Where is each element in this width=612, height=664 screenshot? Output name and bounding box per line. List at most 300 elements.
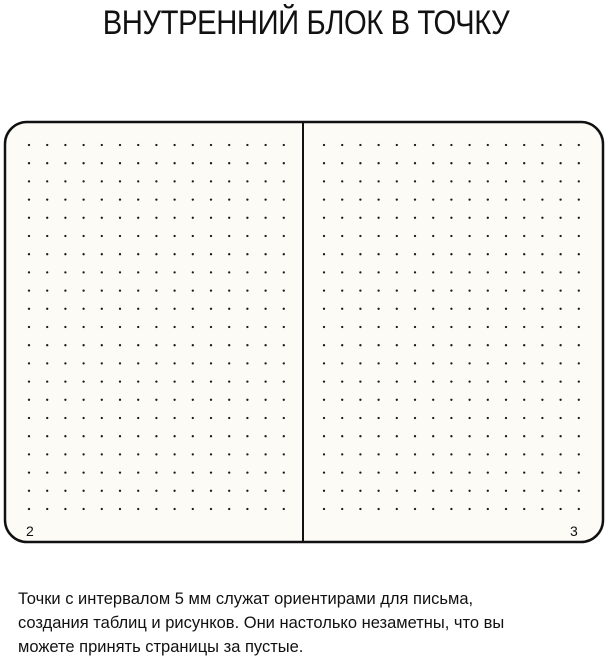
grid-dot — [137, 490, 139, 492]
grid-dot — [578, 180, 580, 182]
grid-dot — [396, 235, 398, 237]
grid-dot — [155, 217, 157, 219]
grid-dot — [432, 508, 434, 510]
grid-dot — [359, 453, 361, 455]
grid-dot — [210, 399, 212, 401]
grid-dot — [210, 326, 212, 328]
grid-dot — [323, 417, 325, 419]
grid-dot — [173, 162, 175, 164]
grid-dot — [210, 435, 212, 437]
grid-dot — [283, 271, 285, 273]
grid-dot — [46, 435, 48, 437]
grid-dot — [210, 508, 212, 510]
grid-dot — [283, 453, 285, 455]
grid-dot — [283, 180, 285, 182]
grid-dot — [487, 471, 489, 473]
grid-dot — [101, 490, 103, 492]
grid-dot — [192, 162, 194, 164]
grid-dot — [414, 198, 416, 200]
grid-dot — [82, 217, 84, 219]
grid-dot — [228, 435, 230, 437]
grid-dot — [505, 471, 507, 473]
grid-dot — [505, 435, 507, 437]
grid-dot — [541, 198, 543, 200]
grid-dot — [228, 471, 230, 473]
grid-dot — [137, 344, 139, 346]
grid-dot — [173, 471, 175, 473]
grid-dot — [450, 162, 452, 164]
grid-dot — [246, 180, 248, 182]
grid-dot — [578, 253, 580, 255]
grid-dot — [101, 308, 103, 310]
grid-dot — [505, 417, 507, 419]
grid-dot — [210, 380, 212, 382]
grid-dot — [578, 380, 580, 382]
grid-dot — [341, 362, 343, 364]
grid-dot — [468, 235, 470, 237]
grid-dot — [450, 253, 452, 255]
grid-dot — [414, 508, 416, 510]
grid-dot — [341, 162, 343, 164]
grid-dot — [468, 217, 470, 219]
grid-dot — [46, 417, 48, 419]
grid-dot — [192, 344, 194, 346]
grid-dot — [468, 326, 470, 328]
grid-dot — [396, 180, 398, 182]
grid-dot — [119, 490, 121, 492]
grid-dot — [210, 162, 212, 164]
grid-dot — [64, 308, 66, 310]
description-line: Точки с интервалом 5 мм служат ориентирами для письма, — [18, 590, 474, 608]
grid-dot — [82, 399, 84, 401]
grid-dot — [414, 162, 416, 164]
grid-dot — [192, 490, 194, 492]
grid-dot — [559, 490, 561, 492]
grid-dot — [541, 453, 543, 455]
right-page-number: 3 — [570, 523, 578, 539]
grid-dot — [173, 380, 175, 382]
grid-dot — [323, 235, 325, 237]
grid-dot — [137, 362, 139, 364]
grid-dot — [119, 453, 121, 455]
grid-dot — [46, 253, 48, 255]
grid-dot — [396, 435, 398, 437]
grid-dot — [450, 289, 452, 291]
grid-dot — [559, 362, 561, 364]
grid-dot — [541, 435, 543, 437]
grid-dot — [578, 217, 580, 219]
grid-dot — [101, 271, 103, 273]
grid-dot — [283, 144, 285, 146]
grid-dot — [155, 253, 157, 255]
grid-dot — [246, 235, 248, 237]
grid-dot — [46, 471, 48, 473]
grid-dot — [192, 271, 194, 273]
grid-dot — [359, 344, 361, 346]
grid-dot — [432, 471, 434, 473]
grid-dot — [210, 198, 212, 200]
grid-dot — [137, 198, 139, 200]
grid-dot — [228, 271, 230, 273]
grid-dot — [541, 471, 543, 473]
grid-dot — [505, 399, 507, 401]
grid-dot — [155, 235, 157, 237]
grid-dot — [323, 162, 325, 164]
grid-dot — [432, 271, 434, 273]
grid-dot — [396, 399, 398, 401]
grid-dot — [578, 144, 580, 146]
grid-dot — [82, 380, 84, 382]
grid-dot — [246, 380, 248, 382]
grid-dot — [359, 471, 361, 473]
grid-dot — [64, 490, 66, 492]
grid-dot — [46, 380, 48, 382]
grid-dot — [578, 435, 580, 437]
grid-dot — [323, 289, 325, 291]
grid-dot — [264, 362, 266, 364]
grid-dot — [155, 399, 157, 401]
grid-dot — [264, 253, 266, 255]
grid-dot — [359, 308, 361, 310]
grid-dot — [64, 344, 66, 346]
grid-dot — [101, 180, 103, 182]
grid-dot — [137, 289, 139, 291]
grid-dot — [523, 380, 525, 382]
grid-dot — [210, 235, 212, 237]
grid-dot — [487, 453, 489, 455]
grid-dot — [64, 435, 66, 437]
grid-dot — [82, 417, 84, 419]
grid-dot — [246, 308, 248, 310]
grid-dot — [228, 362, 230, 364]
grid-dot — [359, 198, 361, 200]
grid-dot — [377, 271, 379, 273]
grid-dot — [210, 417, 212, 419]
grid-dot — [246, 344, 248, 346]
grid-dot — [64, 508, 66, 510]
grid-dot — [46, 326, 48, 328]
grid-dot — [450, 326, 452, 328]
grid-dot — [523, 162, 525, 164]
grid-dot — [246, 253, 248, 255]
grid-dot — [505, 271, 507, 273]
grid-dot — [28, 217, 30, 219]
grid-dot — [28, 180, 30, 182]
grid-dot — [210, 344, 212, 346]
grid-dot — [192, 435, 194, 437]
grid-dot — [487, 435, 489, 437]
grid-dot — [101, 289, 103, 291]
grid-dot — [523, 362, 525, 364]
grid-dot — [541, 508, 543, 510]
grid-dot — [523, 198, 525, 200]
grid-dot — [359, 326, 361, 328]
grid-dot — [450, 453, 452, 455]
grid-dot — [64, 253, 66, 255]
grid-dot — [28, 162, 30, 164]
grid-dot — [64, 162, 66, 164]
grid-dot — [173, 217, 175, 219]
grid-dot — [192, 144, 194, 146]
grid-dot — [578, 235, 580, 237]
grid-dot — [101, 162, 103, 164]
grid-dot — [155, 508, 157, 510]
grid-dot — [523, 508, 525, 510]
grid-dot — [341, 308, 343, 310]
grid-dot — [228, 235, 230, 237]
grid-dot — [82, 508, 84, 510]
grid-dot — [283, 508, 285, 510]
grid-dot — [341, 217, 343, 219]
grid-dot — [28, 326, 30, 328]
grid-dot — [487, 271, 489, 273]
grid-dot — [228, 217, 230, 219]
grid-dot — [341, 198, 343, 200]
grid-dot — [173, 289, 175, 291]
grid-dot — [559, 399, 561, 401]
grid-dot — [228, 289, 230, 291]
grid-dot — [359, 144, 361, 146]
grid-dot — [523, 180, 525, 182]
grid-dot — [541, 399, 543, 401]
grid-dot — [210, 289, 212, 291]
grid-dot — [541, 253, 543, 255]
grid-dot — [228, 453, 230, 455]
grid-dot — [359, 180, 361, 182]
grid-dot — [523, 235, 525, 237]
grid-dot — [28, 399, 30, 401]
grid-dot — [264, 326, 266, 328]
grid-dot — [541, 217, 543, 219]
grid-dot — [228, 144, 230, 146]
grid-dot — [82, 253, 84, 255]
grid-dot — [541, 162, 543, 164]
grid-dot — [359, 417, 361, 419]
grid-dot — [523, 453, 525, 455]
grid-dot — [323, 399, 325, 401]
grid-dot — [505, 162, 507, 164]
grid-dot — [119, 380, 121, 382]
grid-dot — [578, 471, 580, 473]
grid-dot — [119, 417, 121, 419]
grid-dot — [414, 308, 416, 310]
grid-dot — [432, 289, 434, 291]
grid-dot — [101, 144, 103, 146]
grid-dot — [377, 144, 379, 146]
grid-dot — [541, 271, 543, 273]
grid-dot — [414, 271, 416, 273]
grid-dot — [468, 271, 470, 273]
grid-dot — [119, 362, 121, 364]
grid-dot — [487, 253, 489, 255]
grid-dot — [323, 435, 325, 437]
grid-dot — [64, 271, 66, 273]
grid-dot — [487, 144, 489, 146]
grid-dot — [578, 362, 580, 364]
grid-dot — [82, 490, 84, 492]
grid-dot — [64, 217, 66, 219]
grid-dot — [323, 271, 325, 273]
grid-dot — [173, 362, 175, 364]
grid-dot — [155, 435, 157, 437]
grid-dot — [341, 180, 343, 182]
grid-dot — [46, 508, 48, 510]
grid-dot — [377, 180, 379, 182]
grid-dot — [578, 308, 580, 310]
grid-dot — [505, 508, 507, 510]
grid-dot — [396, 380, 398, 382]
grid-dot — [323, 490, 325, 492]
grid-dot — [264, 271, 266, 273]
grid-dot — [137, 217, 139, 219]
grid-dot — [173, 435, 175, 437]
grid-dot — [505, 490, 507, 492]
grid-dot — [359, 435, 361, 437]
grid-dot — [414, 180, 416, 182]
grid-dot — [414, 380, 416, 382]
page-title: ВНУТРЕННИЙ БЛОК В ТОЧКУ — [102, 4, 510, 42]
grid-dot — [155, 271, 157, 273]
grid-dot — [341, 235, 343, 237]
grid-dot — [64, 326, 66, 328]
grid-dot — [192, 198, 194, 200]
grid-dot — [468, 344, 470, 346]
grid-dot — [119, 435, 121, 437]
grid-dot — [28, 508, 30, 510]
grid-dot — [155, 362, 157, 364]
grid-dot — [523, 326, 525, 328]
grid-dot — [432, 344, 434, 346]
grid-dot — [468, 435, 470, 437]
grid-dot — [450, 271, 452, 273]
grid-dot — [210, 271, 212, 273]
grid-dot — [64, 399, 66, 401]
grid-dot — [192, 289, 194, 291]
grid-dot — [450, 198, 452, 200]
grid-dot — [246, 471, 248, 473]
grid-dot — [283, 198, 285, 200]
grid-dot — [377, 508, 379, 510]
grid-dot — [246, 399, 248, 401]
grid-dot — [46, 344, 48, 346]
grid-dot — [432, 490, 434, 492]
grid-dot — [396, 453, 398, 455]
grid-dot — [173, 508, 175, 510]
grid-dot — [432, 399, 434, 401]
grid-dot — [82, 344, 84, 346]
grid-dot — [578, 508, 580, 510]
grid-dot — [432, 162, 434, 164]
grid-dot — [377, 308, 379, 310]
grid-dot — [101, 435, 103, 437]
grid-dot — [264, 453, 266, 455]
grid-dot — [64, 362, 66, 364]
grid-dot — [468, 253, 470, 255]
grid-dot — [119, 162, 121, 164]
grid-dot — [283, 471, 285, 473]
grid-dot — [137, 326, 139, 328]
grid-dot — [323, 144, 325, 146]
grid-dot — [341, 253, 343, 255]
grid-dot — [523, 435, 525, 437]
grid-dot — [192, 508, 194, 510]
grid-dot — [505, 362, 507, 364]
grid-dot — [414, 490, 416, 492]
grid-dot — [264, 289, 266, 291]
grid-dot — [82, 180, 84, 182]
grid-dot — [559, 217, 561, 219]
grid-dot — [432, 198, 434, 200]
grid-dot — [541, 417, 543, 419]
grid-dot — [468, 308, 470, 310]
grid-dot — [468, 162, 470, 164]
grid-dot — [264, 508, 266, 510]
grid-dot — [450, 235, 452, 237]
grid-dot — [523, 144, 525, 146]
grid-dot — [101, 380, 103, 382]
grid-dot — [119, 289, 121, 291]
grid-dot — [28, 380, 30, 382]
grid-dot — [505, 198, 507, 200]
grid-dot — [396, 198, 398, 200]
grid-dot — [173, 180, 175, 182]
grid-dot — [137, 435, 139, 437]
grid-dot — [396, 417, 398, 419]
grid-dot — [487, 490, 489, 492]
grid-dot — [523, 308, 525, 310]
grid-dot — [341, 326, 343, 328]
grid-dot — [173, 453, 175, 455]
grid-dot — [119, 344, 121, 346]
grid-dot — [377, 217, 379, 219]
grid-dot — [377, 198, 379, 200]
grid-dot — [28, 435, 30, 437]
grid-dot — [559, 453, 561, 455]
grid-dot — [246, 326, 248, 328]
grid-dot — [377, 253, 379, 255]
grid-dot — [64, 235, 66, 237]
grid-dot — [264, 217, 266, 219]
grid-dot — [341, 453, 343, 455]
grid-dot — [46, 180, 48, 182]
grid-dot — [414, 362, 416, 364]
grid-dot — [359, 289, 361, 291]
grid-dot — [377, 326, 379, 328]
grid-dot — [559, 326, 561, 328]
grid-dot — [523, 271, 525, 273]
grid-dot — [210, 253, 212, 255]
grid-dot — [192, 362, 194, 364]
grid-dot — [450, 180, 452, 182]
grid-dot — [192, 417, 194, 419]
grid-dot — [28, 253, 30, 255]
description-line: создания таблиц и рисунков. Они настолько незаметны, что вы — [18, 614, 505, 632]
grid-dot — [359, 508, 361, 510]
grid-dot — [137, 144, 139, 146]
grid-dot — [46, 198, 48, 200]
grid-dot — [396, 308, 398, 310]
description-text — [18, 587, 608, 659]
grid-dot — [119, 308, 121, 310]
grid-dot — [396, 162, 398, 164]
grid-dot — [101, 471, 103, 473]
grid-dot — [323, 253, 325, 255]
grid-dot — [228, 326, 230, 328]
grid-dot — [396, 490, 398, 492]
grid-dot — [228, 162, 230, 164]
grid-dot — [359, 490, 361, 492]
grid-dot — [541, 308, 543, 310]
